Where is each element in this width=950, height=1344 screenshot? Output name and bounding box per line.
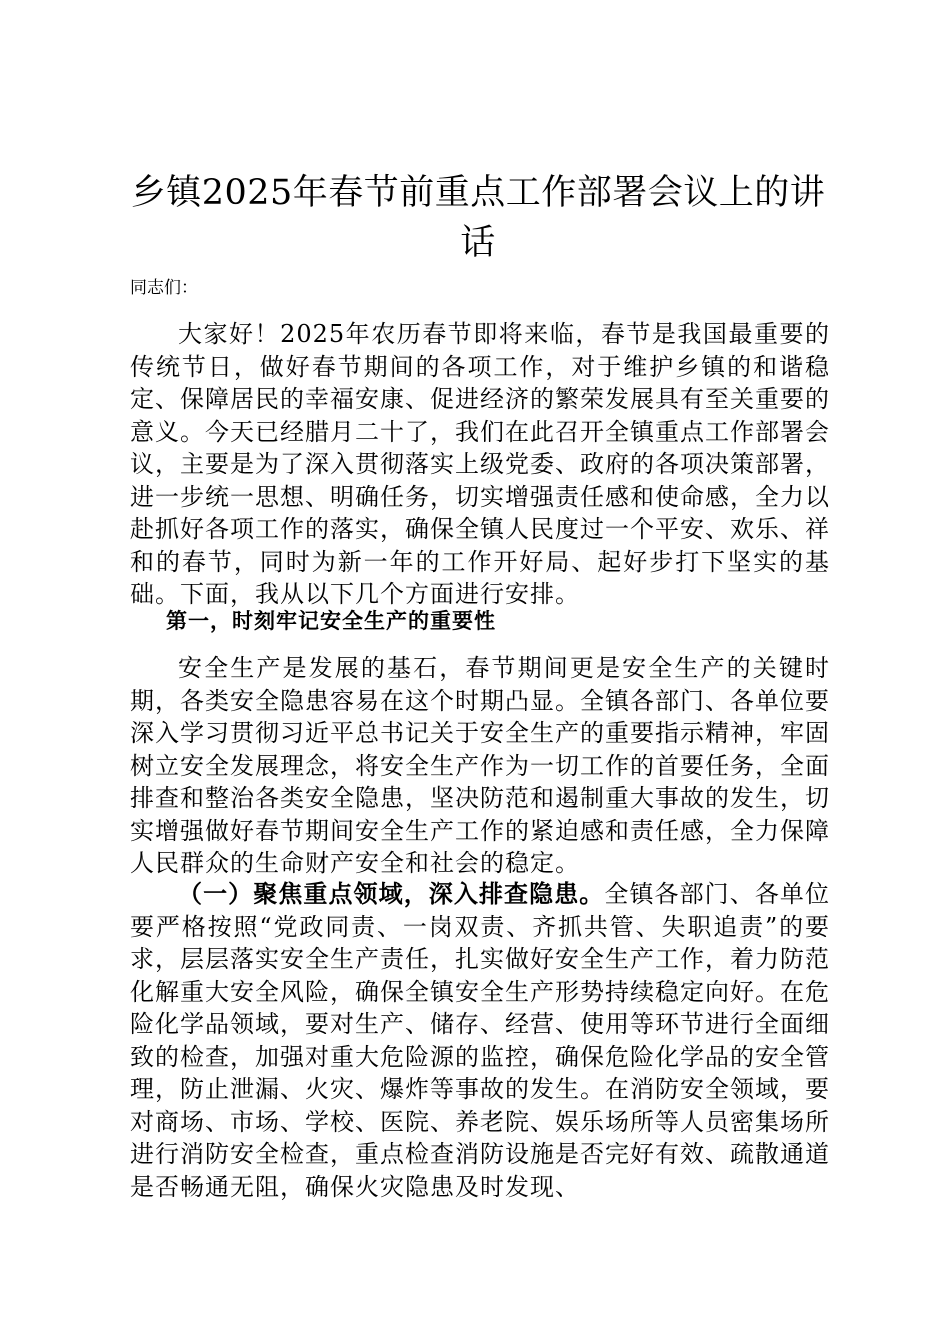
subsection-paragraph [130,878,830,1203]
intro-paragraph: 大家好！2025年农历春节即将来临，春节是我国最重要的传统节日，做好春节期间的各项工作，对于维护乡镇的和谐稳定、保障居民的幸福安康、促进经济的繁荣发展具有至关重要的意义。今天已经腊月二十了，我们在此召开全镇重点工作部署会议，主要是为了深入贯彻落实上级党委、政府的各项决策部署，进一步统一思想、明确任务，切实增强责任感和使命感，全力以赴抓好各项工作的落实，确保全镇人民度过一个平安、欢乐、祥和的春节，同时为新一年的工作开好局、起好步打下坚实的基础。下面，我从以下几个方面进行安排。 [130,320,830,608]
subsection-text: 全镇各部门、各单位要严格按照“党政同责、一岗双责、齐抓共管、失职追责”的要求，层层落实安全生产责任，扎实做好安全生产工作，着力防范化解重大安全风险，确保全镇安全生产形势持续稳定向好。在危险化学品领域，要对生产、储存、经营、使用等环节进行全面细致的检查，加强对重大危险源的监控，确保危险化学品的安全管理，防止泄漏、火灾、爆炸等事故的发生。在消防安全领域，要对商场、市场、学校、医院、养老院、娱乐场所等人员密集场所进行消防安全检查，重点检查消防设施是否完好有效、疏散通道是否畅通无阻，确保火灾隐患及时发现、 [130,880,830,1201]
section-heading: 第一，时刻牢记安全生产的重要性 [166,609,496,633]
salutation: 同志们： [130,278,198,298]
section-paragraph: 安全生产是发展的基石，春节期间更是安全生产的关键时期，各类安全隐患容易在这个时期凸显。全镇各部门、各单位要深入学习贯彻习近平总书记关于安全生产的重要指示精神，牢固树立安全发展理念，将安全生产作为一切工作的首要任务，全面排查和整治各类安全隐患，坚决防范和遏制重大事故的发生，切实增强做好春节期间安全生产工作的紧迫感和责任感，全力保障人民群众的生命财产安全和社会的稳定。 [130,654,830,877]
document-title: 乡镇2025年春节前重点工作部署会议上的讲话 [130,173,826,263]
subsection-lead: （一）聚焦重点领域，深入排查隐患。 [178,880,605,908]
